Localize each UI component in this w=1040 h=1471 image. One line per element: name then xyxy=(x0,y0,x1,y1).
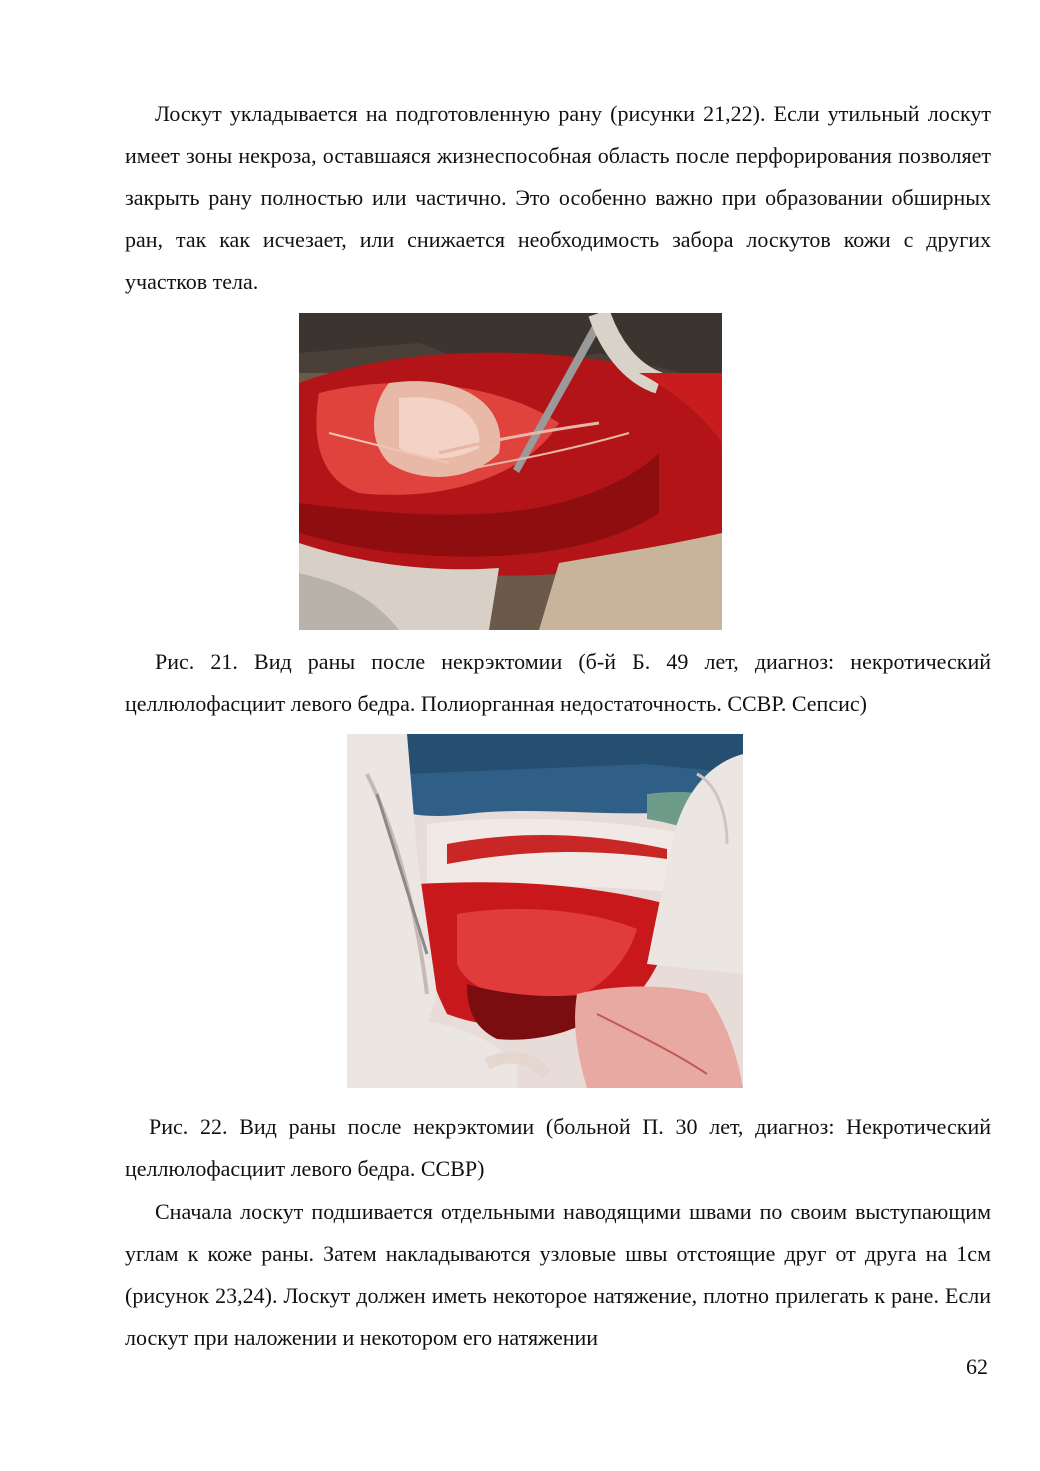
body-paragraph-1: Лоскут укладывается на подготовленную рану (рисунки 21,22). Если утильный лоскут имеет зоны некроза, оставшаяся жизнеспособная область после перфорирования позволяет закрыть рану полностью или частично. Это особенно важно при образовании обширных ран, так как исчезает, или снижается необходимость забора лоскутов кожи с других участков тела. xyxy=(125,101,991,294)
body-paragraph-2: Сначала лоскут подшивается отдельными наводящими швами по своим выступающим углам к коже раны. Затем накладываются узловые швы отстоящие друг от друга на 1см (рисунок 23,24). Лоскут должен иметь некоторое натяжение, плотно прилегать к ране. Если лоскут при наложении и некотором его натяжении xyxy=(125,1199,991,1350)
figure-21-wound-photo xyxy=(299,313,722,630)
page-number: 62 xyxy=(966,1354,988,1379)
figure-21-caption: Рис. 21. Вид раны после некрэктомии (б-й Б. 49 лет, диагноз: некротический целлюлофасциит левого бедра. Полиорганная недостаточность. ССВР. Сепсис) xyxy=(125,649,991,716)
figure-22-wound-photo xyxy=(347,734,743,1088)
figure-22-caption: Рис. 22. Вид раны после некрэктомии (больной П. 30 лет, диагноз: Некротический целлюлофасциит левого бедра. ССВР) xyxy=(125,1114,991,1181)
